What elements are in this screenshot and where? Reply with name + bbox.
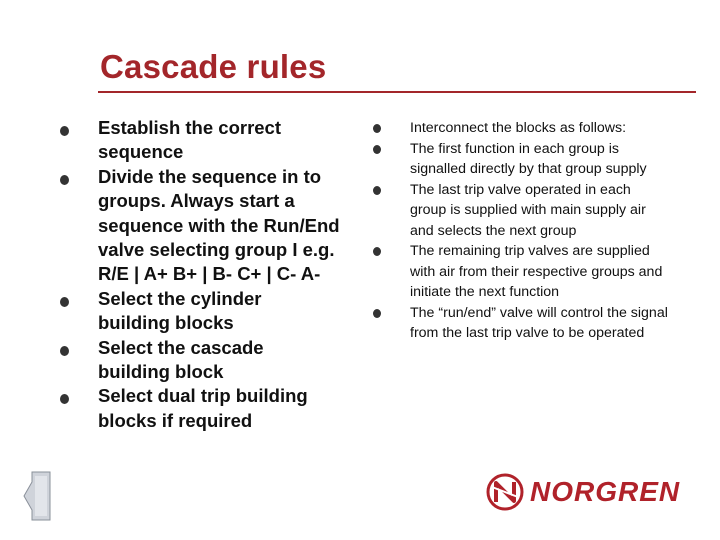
list-item	[60, 116, 348, 165]
bullet-icon	[60, 394, 69, 404]
bullet-text: The first function in each group is signalled directly by that group supply	[410, 140, 647, 177]
norgren-logo-mark-icon	[486, 473, 524, 511]
list-item	[373, 139, 670, 180]
list-item	[60, 165, 358, 287]
bullet-icon	[373, 309, 381, 318]
bullet-icon	[60, 346, 69, 356]
bullet-text: Select the cascade building block	[98, 336, 264, 383]
bullet-icon	[60, 297, 69, 307]
bullet-text: Select dual trip building blocks if required	[98, 385, 308, 431]
bullet-icon	[373, 124, 381, 133]
left-bullet-list	[60, 116, 340, 433]
list-item	[373, 241, 670, 303]
bullet-text: The last trip valve operated in each group is supplied with main supply air and selects the next group	[410, 181, 646, 239]
list-item	[373, 118, 630, 139]
slide-title: Cascade rules	[100, 48, 327, 85]
bullet-text: The remaining trip valves are supplied with air from their respective groups and initiate the next function	[410, 243, 663, 300]
bullet-text: The “run/end” valve will control the signal from the last trip valve to be operated	[410, 304, 668, 341]
bullet-text: Interconnect the blocks as follows:	[410, 120, 627, 136]
bullet-icon	[373, 247, 381, 256]
bullet-icon	[373, 145, 381, 154]
bullet-text: Establish the correct sequence	[98, 117, 282, 163]
right-bullet-list	[373, 118, 673, 344]
list-item	[60, 336, 328, 385]
bullet-text: Select the cylinder building blocks	[98, 287, 262, 334]
list-item	[60, 384, 368, 433]
norgren-logo	[486, 472, 698, 512]
back-button[interactable]	[22, 470, 52, 522]
list-item	[373, 180, 670, 242]
bullet-icon	[60, 126, 69, 136]
bullet-icon	[60, 175, 69, 185]
logo-text: NORGREN	[530, 476, 681, 507]
list-item	[60, 287, 298, 336]
bullet-icon	[373, 186, 381, 195]
back-arrow-icon	[22, 470, 52, 522]
bullet-text: Divide the sequence in to groups. Always start a sequence with the Run/End valve selecting group I e.g. R/E | A+ B+ | B- C+ | C- A-	[98, 165, 340, 285]
list-item	[373, 303, 670, 344]
title-divider	[98, 91, 696, 93]
